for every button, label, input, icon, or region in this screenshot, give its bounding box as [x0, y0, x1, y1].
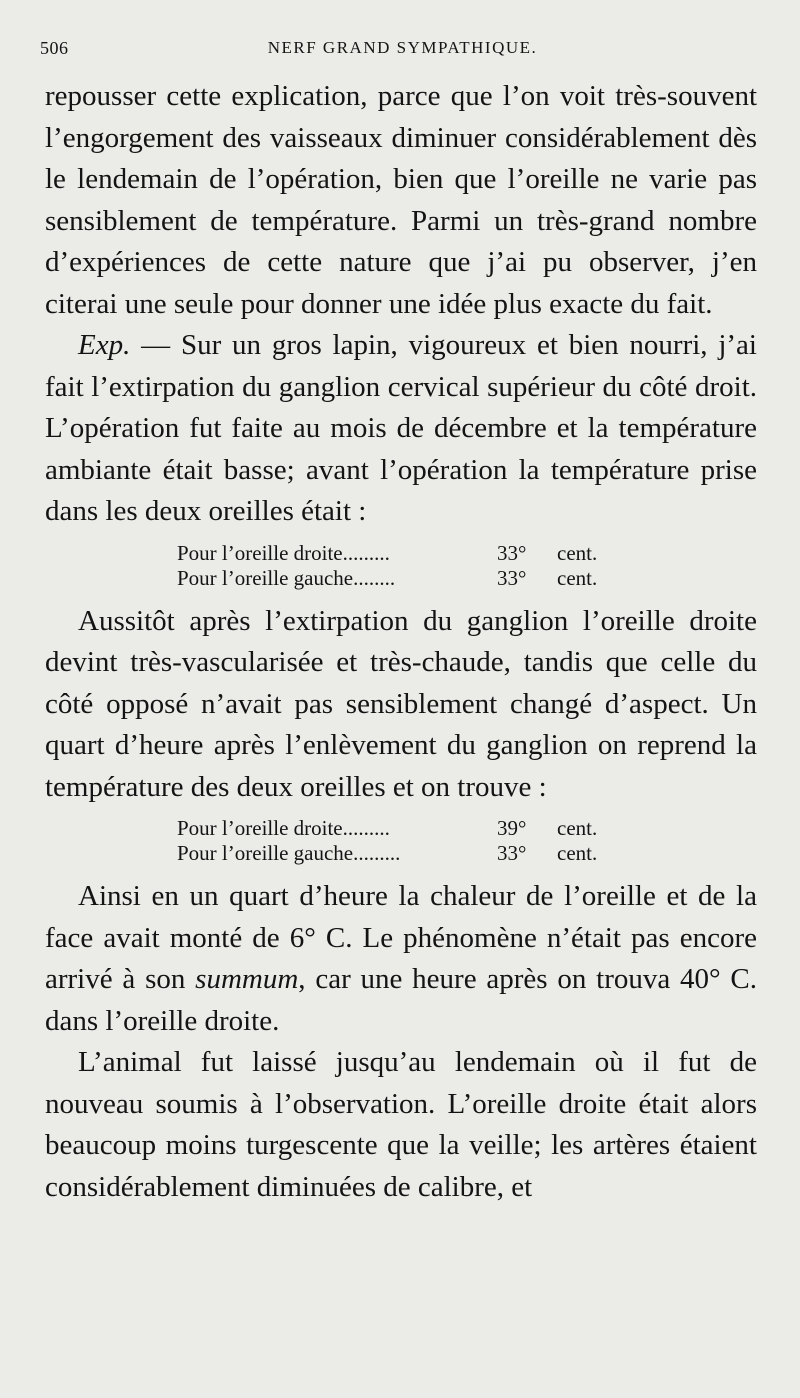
- row-value: 33°: [497, 540, 527, 565]
- table-row: [177, 816, 757, 841]
- row-label: Pour l’oreille gauche........: [177, 565, 396, 590]
- temperature-table-before: [177, 541, 757, 591]
- running-title: NERF GRAND SYMPATHIQUE.: [267, 38, 538, 57]
- page-number: 506: [40, 38, 69, 58]
- row-label: Pour l’oreille droite.........: [177, 540, 390, 565]
- summum-word: summum: [195, 963, 299, 995]
- row-unit: cent.: [557, 540, 598, 565]
- row-value: 33°: [497, 841, 527, 865]
- page-header: [40, 34, 765, 60]
- row-value: 39°: [497, 816, 527, 840]
- row-unit: cent.: [557, 841, 598, 865]
- table-row: [177, 841, 757, 866]
- temperature-table-after: [177, 816, 757, 866]
- paragraph-4-start: Ainsi en un quart d’heure la chaleur de l’oreille et de la face avait monté de 6° C. Le phénomène n’était pas encore arrivé à son: [45, 880, 757, 995]
- row-unit: cent.: [557, 816, 598, 840]
- paragraph-experiment: [45, 325, 757, 533]
- row-label: Pour l’oreille gauche.........: [177, 841, 401, 865]
- paragraph-4: [45, 876, 757, 1042]
- paragraph-1: repousser cette explication, parce que l’on voit très-souvent l’engorgement des vaisseaux diminuer considérablement dès le lendemain de l’opération, bien que l’oreille ne varie pas sensiblement de température. Parmi un très-grand nombre d’expériences de cette nature que j’ai pu observer, j’en citerai une seule pour donner une idée plus exacte du fait.: [45, 80, 757, 320]
- row-label: Pour l’oreille droite.........: [177, 816, 390, 840]
- paragraph-3: Aussitôt après l’extirpation du ganglion l’oreille droite devint très-vascularisée et très-chaude, tandis que celle du côté opposé n’avait pas sensiblement changé d’aspect. Un quart d’heure après l’enlèvement du ganglion on reprend la température des deux oreilles et on trouve :: [45, 604, 757, 803]
- table-row: [177, 541, 757, 566]
- paragraph-5: L’animal fut laissé jusqu’au lendemain où il fut de nouveau soumis à l’observation. L’oreille droite était alors beaucoup moins turgescente que la veille; les artères étaient considérablement diminuées de calibre, et: [45, 1046, 757, 1203]
- experiment-label: Exp.: [78, 329, 131, 361]
- table-row: [177, 566, 757, 591]
- row-unit: cent.: [557, 565, 598, 590]
- paragraph-4-end: , car une heure après on trouva 40° C. dans l’oreille droite.: [45, 963, 757, 1037]
- row-value: 33°: [497, 565, 527, 590]
- body-text: [45, 76, 757, 1208]
- experiment-text: — Sur un gros lapin, vigoureux et bien nourri, j’ai fait l’extirpation du ganglion cervical supérieur du côté droit. L’opération fut faite au mois de décembre et la température ambiante était basse; avant l’opération la température prise dans les deux oreilles était :: [45, 329, 757, 527]
